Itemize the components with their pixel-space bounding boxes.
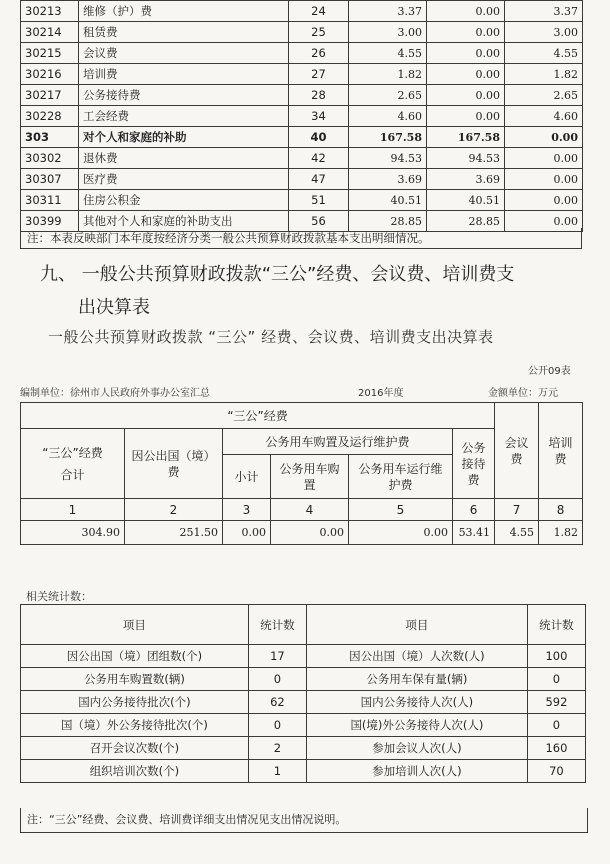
row-public: 0.00 [505, 148, 583, 169]
row-line-number: 24 [289, 1, 349, 22]
stats-count-left: 0 [248, 714, 306, 737]
table-row [21, 64, 583, 85]
stats-item-right: 参加会议人次(人) [306, 737, 527, 760]
data-cell: 251.50 [125, 521, 223, 545]
row-line-number: 26 [289, 43, 349, 64]
row-code: 30213 [21, 1, 79, 22]
row-personnel: 0.00 [427, 43, 505, 64]
row-name: 医疗费 [79, 169, 289, 190]
stats-row [21, 645, 586, 668]
row-line-number: 47 [289, 169, 349, 190]
compiling-unit: 编制单位：徐州市人民政府外事办公室汇总 [20, 388, 210, 399]
row-line-number: 25 [289, 22, 349, 43]
stats-count-right: 100 [527, 645, 585, 668]
table-number: 公开09表 [528, 366, 571, 377]
table-row [21, 106, 583, 127]
header-total [21, 429, 125, 499]
row-code: 30214 [21, 22, 79, 43]
stats-row [21, 714, 586, 737]
row-line-number: 27 [289, 64, 349, 85]
table-row [21, 85, 583, 106]
column-index-row [21, 499, 583, 521]
row-code: 30217 [21, 85, 79, 106]
data-row [21, 521, 583, 545]
stats-count-right: 70 [527, 760, 585, 783]
row-public: 0.00 [505, 127, 583, 148]
data-cell: 0.00 [349, 521, 453, 545]
row-personnel: 3.69 [427, 169, 505, 190]
row-public: 2.65 [505, 85, 583, 106]
data-cell: 4.55 [495, 521, 539, 545]
row-public: 3.00 [505, 22, 583, 43]
table-row [21, 43, 583, 64]
row-total: 4.55 [349, 43, 427, 64]
column-index: 4 [271, 499, 349, 521]
row-personnel: 0.00 [427, 85, 505, 106]
header-training: 培训费 [539, 403, 583, 499]
row-line-number: 42 [289, 148, 349, 169]
row-code: 30302 [21, 148, 79, 169]
header-vehicle-group: 公务用车购置及运行维护费 [223, 429, 453, 455]
fiscal-year: 2016年度 [358, 388, 404, 399]
row-personnel: 167.58 [427, 127, 505, 148]
table-row [21, 190, 583, 211]
header-three-public-group: “三公”经费 [21, 403, 495, 429]
stats-row [21, 760, 586, 783]
header-vehicle-operation: 公务用车运行维护费 [349, 455, 453, 499]
row-code: 30215 [21, 43, 79, 64]
row-line-number: 34 [289, 106, 349, 127]
stats-item-right: 国内公务接待人次(人) [306, 691, 527, 714]
row-total: 3.69 [349, 169, 427, 190]
stats-row [21, 668, 586, 691]
row-total: 2.65 [349, 85, 427, 106]
data-cell: 1.82 [539, 521, 583, 545]
amount-unit: 金额单位：万元 [488, 388, 558, 399]
three-public-expenses-table [20, 402, 583, 545]
row-line-number: 40 [289, 127, 349, 148]
row-personnel: 28.85 [427, 211, 505, 232]
column-index: 8 [539, 499, 583, 521]
header-meeting: 会议费 [495, 403, 539, 499]
data-cell: 0.00 [271, 521, 349, 545]
stats-count-right: 0 [527, 668, 585, 691]
row-total: 1.82 [349, 64, 427, 85]
column-index: 6 [453, 499, 495, 521]
data-cell: 53.41 [453, 521, 495, 545]
header-abroad: 因公出国（境）费 [125, 429, 223, 499]
table-row [21, 1, 583, 22]
column-index: 2 [125, 499, 223, 521]
row-name: 住房公积金 [79, 190, 289, 211]
column-index: 3 [223, 499, 271, 521]
stats-row [21, 737, 586, 760]
table-title: 一般公共预算财政拨款 “三公” 经费、会议费、培训费支出决算表 [48, 328, 494, 346]
row-name: 租赁费 [79, 22, 289, 43]
header-subtotal: 小计 [223, 455, 271, 499]
row-name: 退休费 [79, 148, 289, 169]
stats-item-right: 因公出国（境）人次数(人) [306, 645, 527, 668]
stats-label: 相关统计数： [26, 590, 92, 603]
row-code: 30216 [21, 64, 79, 85]
row-personnel: 0.00 [427, 64, 505, 85]
stats-item-left: 因公出国（境）团组数(个) [21, 645, 249, 668]
column-index: 7 [495, 499, 539, 521]
stats-item-left: 公务用车购置数(辆) [21, 668, 249, 691]
section-title [40, 258, 600, 324]
basic-expenditure-note: 注：本表反映部门本年度按经济分类一般公共预算财政拨款基本支出明细情况。 [20, 228, 582, 249]
row-total: 3.00 [349, 22, 427, 43]
data-cell: 0.00 [223, 521, 271, 545]
row-name: 会议费 [79, 43, 289, 64]
column-index: 1 [21, 499, 125, 521]
row-code: 303 [21, 127, 79, 148]
row-name: 培训费 [79, 64, 289, 85]
row-personnel: 0.00 [427, 106, 505, 127]
stats-header-count-left: 统计数 [248, 605, 306, 645]
stats-item-left: 国（境）外公务接待批次(个) [21, 714, 249, 737]
stats-count-left: 17 [248, 645, 306, 668]
row-public: 4.55 [505, 43, 583, 64]
data-cell: 304.90 [21, 521, 125, 545]
row-personnel: 94.53 [427, 148, 505, 169]
stats-header-count-right: 统计数 [527, 605, 585, 645]
row-total: 94.53 [349, 148, 427, 169]
stats-count-right: 592 [527, 691, 585, 714]
row-name: 对个人和家庭的补助 [79, 127, 289, 148]
row-code: 30307 [21, 169, 79, 190]
stats-note: 注：“三公”经费、会议费、培训费详细支出情况见支出情况说明。 [20, 808, 588, 833]
stats-item-right: 国(境)外公务接待人次(人) [306, 714, 527, 737]
basic-expenditure-table [20, 0, 583, 232]
table-row [21, 22, 583, 43]
stats-count-right: 160 [527, 737, 585, 760]
stats-item-right: 公务用车保有量(辆) [306, 668, 527, 691]
row-personnel: 40.51 [427, 190, 505, 211]
row-name: 公务接待费 [79, 85, 289, 106]
row-total: 4.60 [349, 106, 427, 127]
row-line-number: 28 [289, 85, 349, 106]
header-reception: 公务接待费 [453, 429, 495, 499]
stats-header-item-left: 项目 [21, 605, 249, 645]
stats-item-left: 国内公务接待批次(个) [21, 691, 249, 714]
stats-count-left: 62 [248, 691, 306, 714]
stats-item-left: 组织培训次数(个) [21, 760, 249, 783]
row-code: 30228 [21, 106, 79, 127]
header-total-line2: 合计 [60, 467, 85, 482]
row-public: 1.82 [505, 64, 583, 85]
row-code: 30399 [21, 211, 79, 232]
row-public: 0.00 [505, 190, 583, 211]
table-row [21, 148, 583, 169]
row-name: 维修（护）费 [79, 1, 289, 22]
row-total: 28.85 [349, 211, 427, 232]
table-row [21, 169, 583, 190]
stats-count-left: 0 [248, 668, 306, 691]
row-name: 工会经费 [79, 106, 289, 127]
row-name: 其他对个人和家庭的补助支出 [79, 211, 289, 232]
row-line-number: 51 [289, 190, 349, 211]
row-total: 40.51 [349, 190, 427, 211]
row-code: 30311 [21, 190, 79, 211]
header-vehicle-purchase: 公务用车购置 [271, 455, 349, 499]
row-line-number: 56 [289, 211, 349, 232]
row-total: 167.58 [349, 127, 427, 148]
stats-count-left: 2 [248, 737, 306, 760]
stats-item-left: 召开会议次数(个) [21, 737, 249, 760]
stats-header-item-right: 项目 [306, 605, 527, 645]
stats-count-right: 0 [527, 714, 585, 737]
table-row [21, 127, 583, 148]
column-index: 5 [349, 499, 453, 521]
row-public: 0.00 [505, 211, 583, 232]
stats-row [21, 691, 586, 714]
stats-count-left: 1 [248, 760, 306, 783]
row-total: 3.37 [349, 1, 427, 22]
row-personnel: 0.00 [427, 1, 505, 22]
row-public: 0.00 [505, 169, 583, 190]
row-personnel: 0.00 [427, 22, 505, 43]
section-title-line2: 出决算表 [78, 297, 150, 318]
related-stats-table [20, 604, 586, 783]
header-total-line1: “三公”经费 [42, 445, 103, 460]
row-public: 3.37 [505, 1, 583, 22]
section-title-line1: 九、 一般公共预算财政拨款“三公”经费、会议费、培训费支 [40, 264, 515, 285]
stats-item-right: 参加培训人次(人) [306, 760, 527, 783]
row-public: 4.60 [505, 106, 583, 127]
